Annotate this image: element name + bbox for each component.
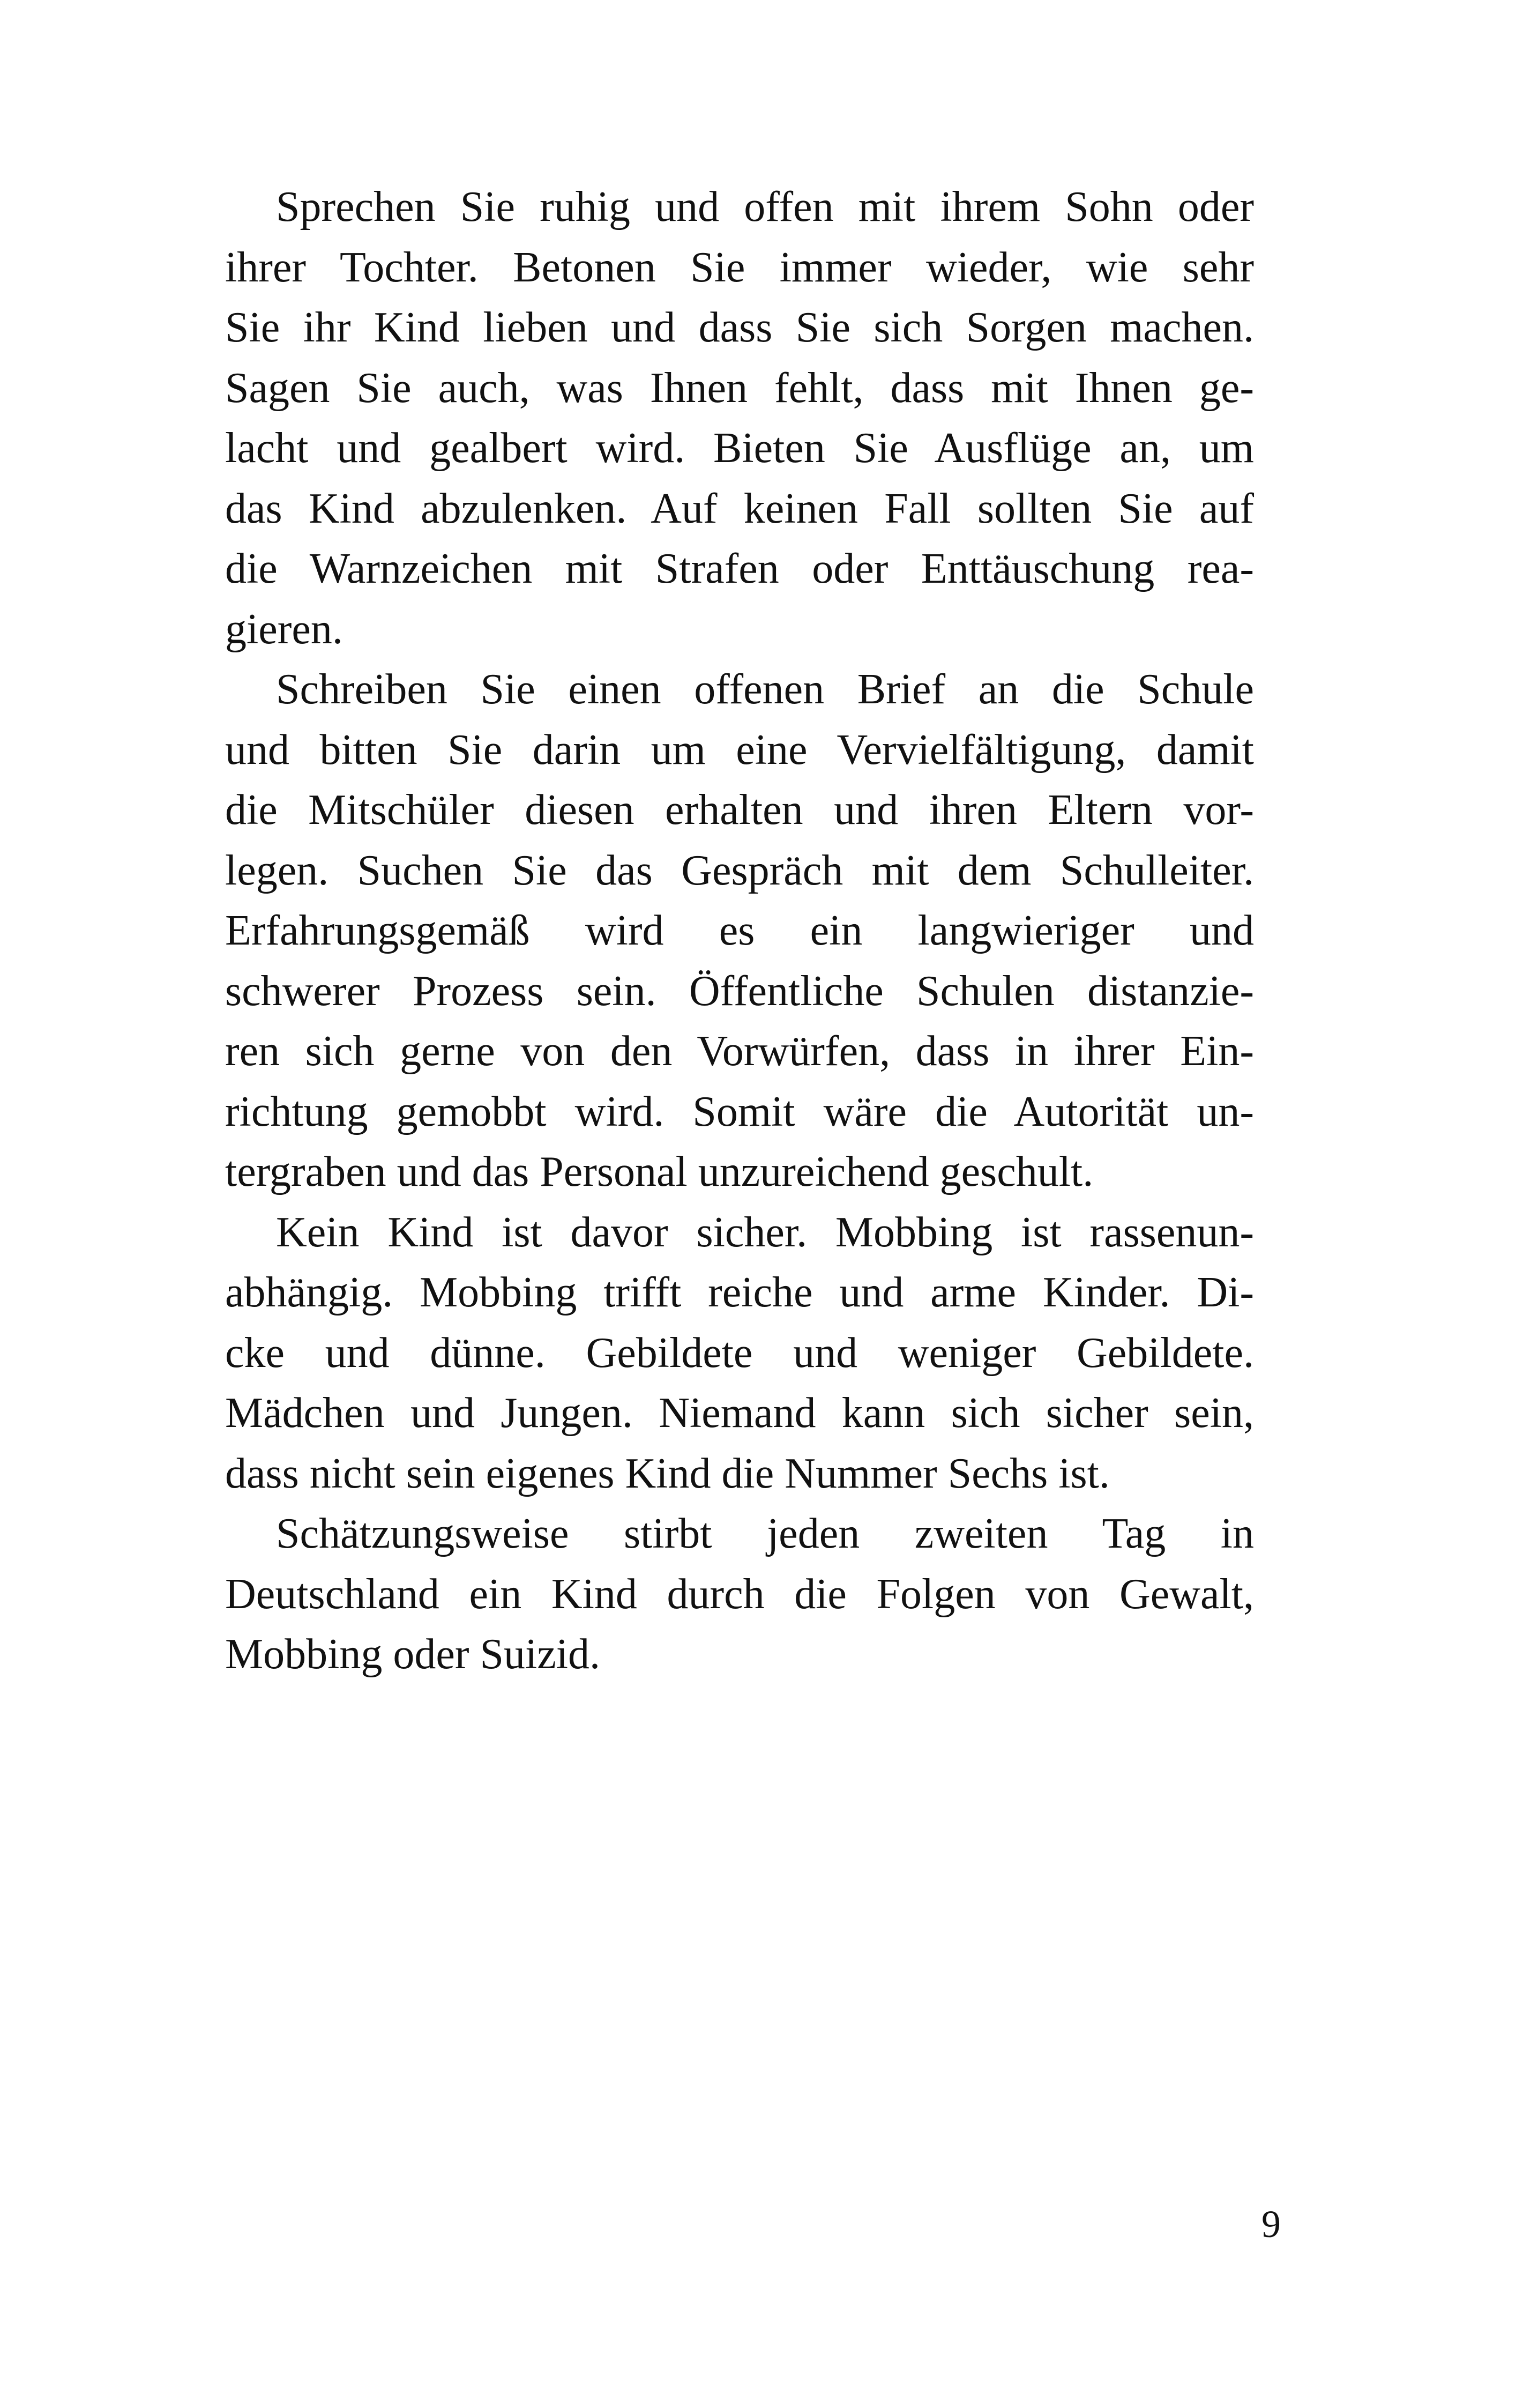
text-line: richtung gemobbt wird. Somit wäre die Autorität un- bbox=[225, 1088, 1254, 1135]
text-line: tergraben und das Personal unzureichend geschult. bbox=[225, 1148, 1094, 1195]
text-line: Erfahrungsgemäß wird es ein langwieriger und bbox=[225, 907, 1254, 954]
text-line: Mobbing oder Suizid. bbox=[225, 1631, 600, 1678]
text-line: schwerer Prozess sein. Öffentliche Schulen distanzie- bbox=[225, 967, 1254, 1015]
text-line: Sprechen Sie ruhig und offen mit ihrem Sohn oder bbox=[276, 183, 1254, 231]
text-line: gieren. bbox=[225, 605, 343, 653]
text-line: und bitten Sie darin um eine Vervielfältigung, damit bbox=[225, 726, 1254, 774]
text-line: Sie ihr Kind lieben und dass Sie sich Sorgen machen. bbox=[225, 304, 1254, 351]
text-line: die Mitschüler diesen erhalten und ihren Eltern vor- bbox=[225, 786, 1254, 834]
text-line: legen. Suchen Sie das Gespräch mit dem Schulleiter. bbox=[225, 846, 1254, 894]
text-line: Mädchen und Jungen. Niemand kann sich sicher sein, bbox=[225, 1389, 1254, 1437]
text-line: ihrer Tochter. Betonen Sie immer wieder, wie sehr bbox=[225, 243, 1254, 291]
text-line: Deutschland ein Kind durch die Folgen von Gewalt, bbox=[225, 1570, 1254, 1618]
text-line: lacht und gealbert wird. Bieten Sie Ausflüge an, um bbox=[225, 425, 1254, 472]
text-line: das Kind abzulenken. Auf keinen Fall sollten Sie auf bbox=[225, 485, 1254, 532]
text-line: ren sich gerne von den Vorwürfen, dass in ihrer Ein- bbox=[225, 1028, 1254, 1075]
text-line: Schreiben Sie einen offenen Brief an die Schule bbox=[276, 666, 1254, 713]
body-text bbox=[225, 177, 1254, 1685]
text-line: dass nicht sein eigenes Kind die Nummer Sechs ist. bbox=[225, 1450, 1110, 1497]
text-line: die Warnzeichen mit Strafen oder Enttäuschung rea- bbox=[225, 545, 1254, 592]
text-line: Kein Kind ist davor sicher. Mobbing ist rassenun- bbox=[276, 1208, 1254, 1256]
text-line: abhängig. Mobbing trifft reiche und arme Kinder. Di- bbox=[225, 1269, 1254, 1316]
text-line: Schätzungsweise stirbt jeden zweiten Tag in bbox=[276, 1510, 1254, 1557]
text-line: cke und dünne. Gebildete und weniger Gebildete. bbox=[225, 1329, 1254, 1377]
text-line: Sagen Sie auch, was Ihnen fehlt, dass mit Ihnen ge- bbox=[225, 364, 1254, 412]
page-number: 9 bbox=[1261, 2203, 1281, 2246]
